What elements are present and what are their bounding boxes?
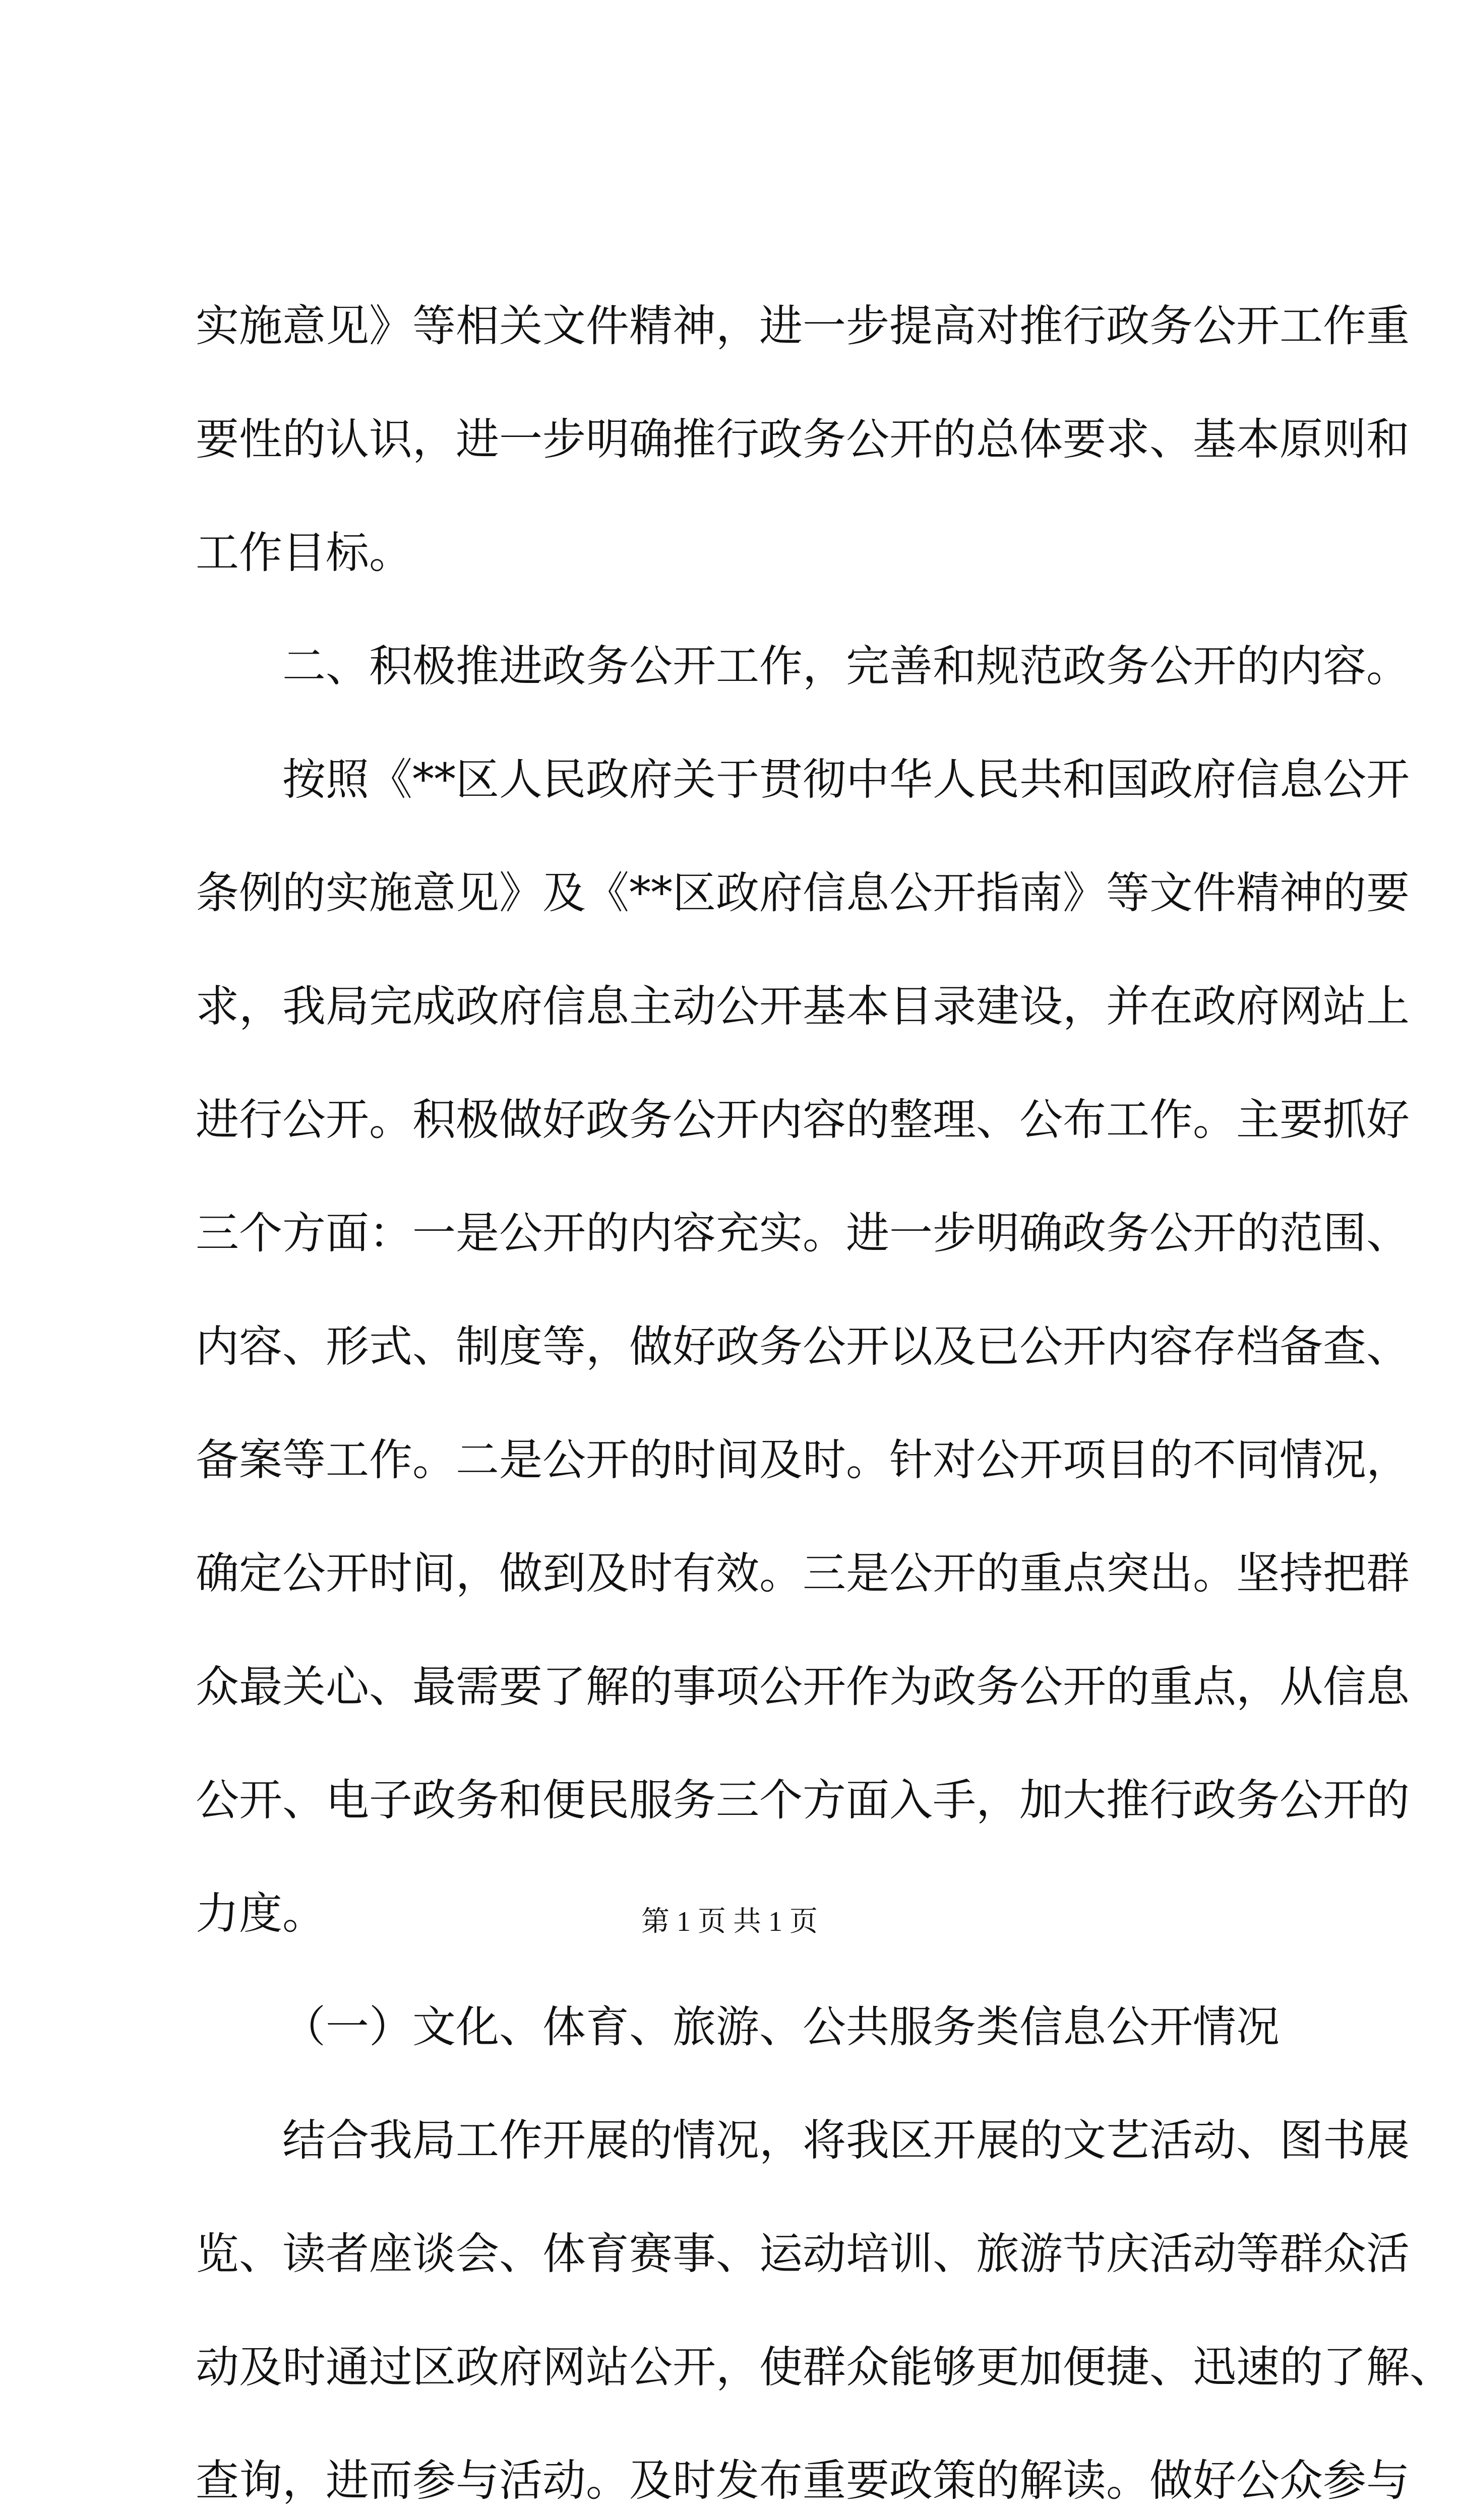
text-line: 备案等工作。二是公开的时间及时。针对公开项目的不同情况， [196, 1435, 1410, 1485]
text-line: 条例的实施意见》及《**区政府信息公开指南》等文件精神的要 [196, 868, 1410, 918]
text-line: 工作目标。 [196, 528, 412, 578]
text-line: 览、读者座谈会、体育赛事、运动培训、旅游节庆活动等群众活 [196, 2229, 1410, 2279]
section-heading: 二、积极推进政务公开工作，完善和规范政务公开的内容。 [282, 641, 1410, 691]
text-line: 力度。 [196, 1888, 326, 1939]
text-line: 进行公开。积极做好政务公开内容的整理、公布工作。主要抓好 [196, 1095, 1410, 1145]
text-line: 结合我局工作开展的情况，将我区开展的文艺活动、图书展 [282, 2115, 1410, 2166]
document-body [196, 270, 1453, 2520]
text-line: 实施意见》等相关文件精神，进一步提高对推行政务公开工作重 [196, 301, 1410, 351]
text-line: 内容、形式、制度等，做好政务公开以及已公开内容存档备查、 [196, 1321, 1410, 1372]
text-line: 确定公开时间，做到及时有效。三是公开的重点突出。坚持把群 [196, 1548, 1410, 1599]
text-line: 动及时通过区政府网站公开，使群众能够更加便捷、迅速的了解、 [196, 2342, 1453, 2392]
text-line: 要性的认识，进一步明确推行政务公开的总体要求、基本原则和 [196, 414, 1410, 465]
text-line: 查询，进而参与活动。及时发布重要政策的解读。做好公众参与 [196, 2455, 1410, 2506]
text-line: 公开、电子政务和便民服务三个方面入手，加大推行政务公开的 [196, 1775, 1410, 1825]
subsection-heading: （一）文化、体育、旅游、公共服务类信息公开情况 [282, 2002, 1280, 2052]
text-line: 求，我局完成政府信息主动公开基本目录建设，并在政府网站上 [196, 981, 1410, 1032]
text-line: 按照《**区人民政府关于贯彻中华人民共和国政府信息公开 [282, 754, 1410, 805]
text-line: 众最关心、最需要了解的事项公开作为政务公开的重点，从信息 [196, 1662, 1410, 1712]
text-line: 三个方面：一是公开的内容充实。进一步明确政务公开的范围、 [196, 1208, 1410, 1258]
page-footer: 第 1 页 共 1 页 [641, 1906, 818, 1937]
